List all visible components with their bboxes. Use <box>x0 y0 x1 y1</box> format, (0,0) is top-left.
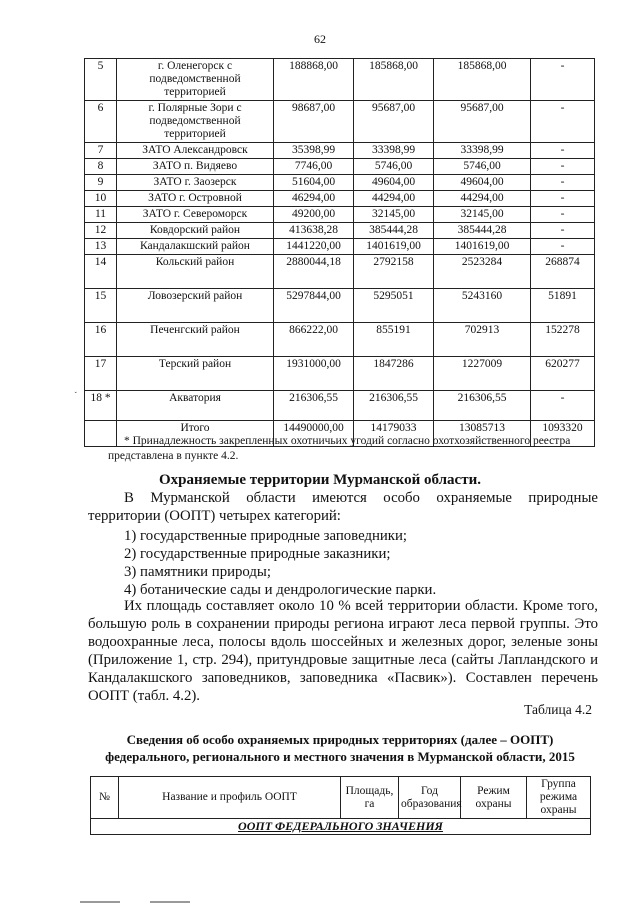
paragraph-intro-line1: В Мурманской области имеются особо охраняемые природные <box>124 490 598 506</box>
row-name: Итого <box>117 421 274 447</box>
table-row <box>85 143 595 159</box>
table-row <box>85 59 595 101</box>
table-row <box>85 223 595 239</box>
row-value: 14490000,00 <box>274 421 354 447</box>
list-item: 1) государственные природные заповедники; <box>124 528 408 544</box>
section-heading: Охраняемые территории Мурманской области. <box>159 472 481 488</box>
row-name: Акватория <box>117 391 274 421</box>
paragraph-intro-line2: территории (ООПТ) четырех категорий: <box>88 508 341 524</box>
hunting-grounds-table <box>84 58 595 447</box>
table-row <box>85 323 595 357</box>
row-value: 620277 <box>531 357 595 391</box>
row-value: 33398,99 <box>354 143 434 159</box>
row-number: 11 <box>85 207 117 223</box>
scan-mark: ˯ <box>74 383 78 394</box>
row-value: 1401619,00 <box>354 239 434 255</box>
oopt-section-title: ООПТ ФЕДЕРАЛЬНОГО ЗНАЧЕНИЯ <box>91 819 591 835</box>
row-number: 13 <box>85 239 117 255</box>
oopt-header-cell: Группа режима охраны <box>527 777 591 819</box>
row-name: Ловозерский район <box>117 289 274 323</box>
row-value: 866222,00 <box>274 323 354 357</box>
row-name: г. Оленегорск с подведомственной территорией <box>117 59 274 101</box>
row-value: 49604,00 <box>354 175 434 191</box>
row-value: 1931000,00 <box>274 357 354 391</box>
row-value: 32145,00 <box>434 207 531 223</box>
scan-artifact <box>80 901 120 903</box>
row-value: 51891 <box>531 289 595 323</box>
row-value: 46294,00 <box>274 191 354 207</box>
paragraph-intro <box>88 489 598 525</box>
row-name: Кольский район <box>117 255 274 289</box>
table-row <box>85 207 595 223</box>
paragraph-area-text: Их площадь составляет около 10 % всей территории области. Кроме того, большую роль в сохранении природы региона играют леса первой группы. Это водоохранные леса, полосы вдоль шоссейных и железных дорог, зеленые зоны (Приложение 1, стр. 294), притундровые защитные леса (сайты Лапландского и Кандалакшского заповедников, заповедника «Пасвик»). Составлен перечень ООПТ (табл. 4.2). <box>88 598 598 704</box>
row-value: 1441220,00 <box>274 239 354 255</box>
row-value: 1227009 <box>434 357 531 391</box>
oopt-header-row <box>91 777 591 819</box>
row-value: 98687,00 <box>274 101 354 143</box>
caption-line1: Сведения об особо охраняемых природных территориях (далее – ООПТ) <box>126 732 554 747</box>
row-number: 14 <box>85 255 117 289</box>
row-value: 385444,28 <box>434 223 531 239</box>
row-value: - <box>531 223 595 239</box>
oopt-section-row <box>91 819 591 835</box>
row-value: 32145,00 <box>354 207 434 223</box>
row-name: ЗАТО п. Видяево <box>117 159 274 175</box>
row-number: 8 <box>85 159 117 175</box>
row-value: - <box>531 159 595 175</box>
row-value: - <box>531 239 595 255</box>
row-value: 185868,00 <box>434 59 531 101</box>
row-value: - <box>531 59 595 101</box>
row-value: 35398,99 <box>274 143 354 159</box>
row-value: 216306,55 <box>274 391 354 421</box>
row-value: 188868,00 <box>274 59 354 101</box>
table-row <box>85 159 595 175</box>
table-row <box>85 101 595 143</box>
list-item: 2) государственные природные заказники; <box>124 546 391 562</box>
row-value: 51604,00 <box>274 175 354 191</box>
list-item: 3) памятники природы; <box>124 564 271 580</box>
row-name: Печенгский район <box>117 323 274 357</box>
row-name: Терский район <box>117 357 274 391</box>
row-value: 14179033 <box>354 421 434 447</box>
scan-artifact <box>150 901 190 903</box>
row-name: Кандалакшский район <box>117 239 274 255</box>
row-name: ЗАТО Александровск <box>117 143 274 159</box>
table-row <box>85 357 595 391</box>
row-name: Ковдорский район <box>117 223 274 239</box>
row-name: г. Полярные Зори с подведомственной территорией <box>117 101 274 143</box>
row-number: 12 <box>85 223 117 239</box>
row-value: 702913 <box>434 323 531 357</box>
row-number: 5 <box>85 59 117 101</box>
table-row <box>85 239 595 255</box>
row-value: - <box>531 143 595 159</box>
caption-line2: федерального, регионального и местного значения в Мурманской области, 2015 <box>105 749 575 764</box>
row-value: - <box>531 175 595 191</box>
row-name: ЗАТО г. Островной <box>117 191 274 207</box>
row-value: 5243160 <box>434 289 531 323</box>
row-value: 44294,00 <box>354 191 434 207</box>
row-number: 7 <box>85 143 117 159</box>
list-item: 4) ботанические сады и дендрологические парки. <box>124 582 437 598</box>
row-value: 1847286 <box>354 357 434 391</box>
row-value: 33398,99 <box>434 143 531 159</box>
table-row <box>85 175 595 191</box>
table-caption <box>60 731 620 765</box>
row-name: ЗАТО г. Заозерск <box>117 175 274 191</box>
table-row <box>85 255 595 289</box>
row-value: 2792158 <box>354 255 434 289</box>
row-value: 95687,00 <box>434 101 531 143</box>
row-value: 95687,00 <box>354 101 434 143</box>
row-value: 1093320 <box>531 421 595 447</box>
oopt-table <box>90 776 591 835</box>
oopt-header-cell: Площадь, га <box>341 777 399 819</box>
row-value: - <box>531 191 595 207</box>
table-row <box>85 191 595 207</box>
row-value: 185868,00 <box>354 59 434 101</box>
row-value: 2880044,18 <box>274 255 354 289</box>
paragraph-area <box>88 597 598 705</box>
row-name: ЗАТО г. Североморск <box>117 207 274 223</box>
row-value: 413638,28 <box>274 223 354 239</box>
row-value: 49604,00 <box>434 175 531 191</box>
row-number: 15 <box>85 289 117 323</box>
table-label: Таблица 4.2 <box>524 702 592 717</box>
row-value: 216306,55 <box>354 391 434 421</box>
row-value: - <box>531 101 595 143</box>
row-number: 17 <box>85 357 117 391</box>
row-value: - <box>531 391 595 421</box>
footnote <box>108 434 600 464</box>
row-value: 855191 <box>354 323 434 357</box>
oopt-header-cell: Год образования <box>399 777 461 819</box>
oopt-header-cell: Название и профиль ООПТ <box>119 777 341 819</box>
row-value: 7746,00 <box>274 159 354 175</box>
row-number: 16 <box>85 323 117 357</box>
row-value: 5297844,00 <box>274 289 354 323</box>
row-value: 44294,00 <box>434 191 531 207</box>
row-number: 6 <box>85 101 117 143</box>
page-number: 62 <box>314 32 326 46</box>
footnote-text: * Принадлежность закрепленных охотничьих угодий согласно охотхозяйственного реестра представлена в пункте 4.2. <box>108 435 571 462</box>
row-value: 5295051 <box>354 289 434 323</box>
oopt-header-cell: Режим охраны <box>461 777 527 819</box>
table-row <box>85 289 595 323</box>
row-value: 268874 <box>531 255 595 289</box>
row-value: 5746,00 <box>354 159 434 175</box>
row-value: 13085713 <box>434 421 531 447</box>
row-value: - <box>531 207 595 223</box>
row-value: 49200,00 <box>274 207 354 223</box>
oopt-header-cell: № <box>91 777 119 819</box>
row-value: 5746,00 <box>434 159 531 175</box>
row-value: 152278 <box>531 323 595 357</box>
row-value: 385444,28 <box>354 223 434 239</box>
row-value: 1401619,00 <box>434 239 531 255</box>
row-value: 2523284 <box>434 255 531 289</box>
row-number: 9 <box>85 175 117 191</box>
row-number: 18 * <box>85 391 117 421</box>
row-value: 216306,55 <box>434 391 531 421</box>
row-number: 10 <box>85 191 117 207</box>
table-row <box>85 391 595 421</box>
category-list <box>124 527 564 599</box>
